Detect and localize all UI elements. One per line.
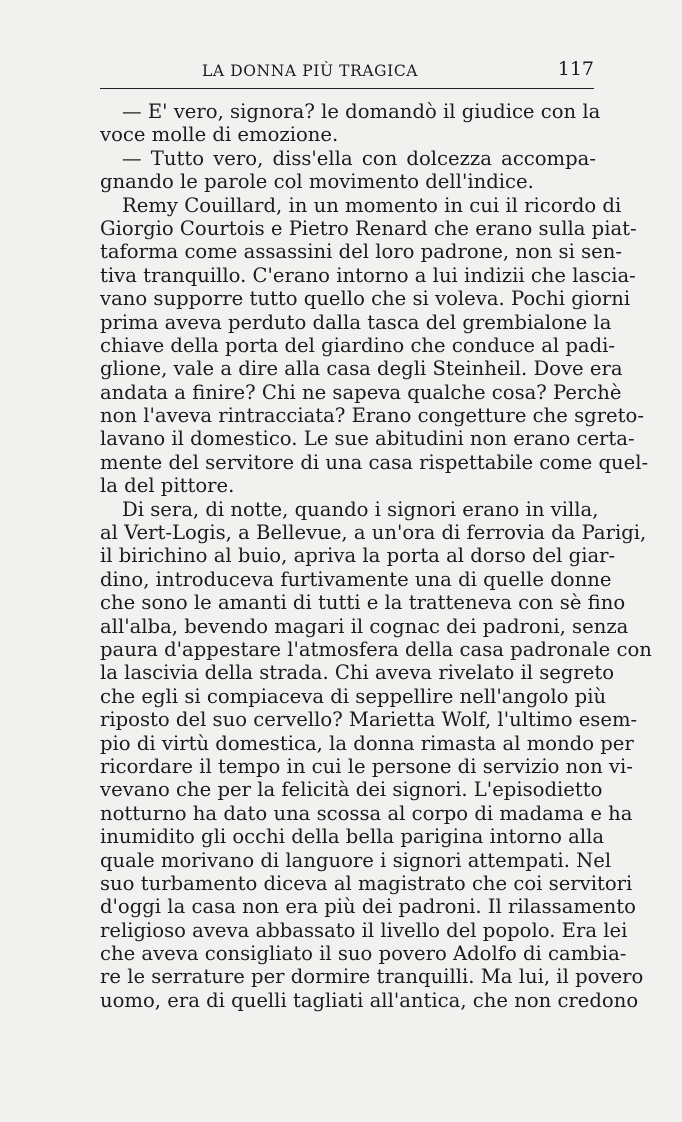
text-line: mente del servitore di una casa rispettabile come quel-	[100, 450, 649, 474]
text-line: notturno ha dato una scossa al corpo di madama e ha	[100, 801, 633, 825]
text-line: Remy Couillard, in un momento in cui il ricordo di	[122, 193, 622, 217]
text-line: — Tutto vero, diss'ella con dolcezza accompa-	[122, 146, 596, 170]
text-line: taforma come assassini del loro padrone, non si sen-	[100, 240, 622, 264]
text-line: andata a finire? Chi ne sapeva qualche cosa? Perchè	[100, 380, 622, 404]
text-line: paura d'appestare l'atmosfera della casa padronale con	[100, 637, 652, 661]
text-line: re le serrature per dormire tranquilli. Ma lui, il povero	[100, 965, 644, 989]
text-line: uomo, era di quelli tagliati all'antica, che non credono	[100, 988, 639, 1012]
text-line: tiva tranquillo. C'erano intorno a lui indizii che lascia-	[100, 263, 636, 287]
text-line: — E' vero, signora? le domandò il giudice con la	[122, 100, 601, 123]
text-line: all'alba, bevendo magari il cognac dei padroni, senza	[100, 614, 629, 638]
text-line: gnando le parole col movimento dell'indice.	[100, 170, 534, 194]
text-line: al Vert-Logis, a Bellevue, a un'ora di ferrovia da Parigi,	[100, 521, 647, 545]
text-line: d'oggi la casa non era più dei padroni. Il rilassamento	[100, 895, 636, 919]
header-rule	[100, 88, 594, 89]
text-line: che aveva consigliato il suo povero Adolfo di cambia-	[100, 942, 627, 966]
text-line: pio di virtù domestica, la donna rimasta al mondo per	[100, 731, 634, 755]
text-line: suo turbamento diceva al magistrato che coi servitori	[100, 871, 633, 895]
page-header	[100, 58, 598, 84]
text-line: riposto del suo cervello? Marietta Wolf, l'ultimo esem-	[100, 708, 638, 732]
text-line: voce molle di emozione.	[100, 123, 339, 147]
text-line: glione, vale a dire alla casa degli Steinheil. Dove era	[100, 357, 623, 381]
text-line: lavano il domestico. Le sue abitudini non erano certa-	[100, 427, 635, 451]
text-line: Giorgio Courtois e Pietro Renard che erano sulla piat-	[100, 216, 637, 240]
text-line: Di sera, di notte, quando i signori erano in villa,	[122, 497, 599, 521]
text-line: che sono le amanti di tutti e la tratteneva con sè fino	[100, 591, 626, 615]
text-line: vevano che per la felicità dei signori. L'episodietto	[100, 778, 603, 802]
text-line: inumidito gli occhi della bella parigina intorno alla	[100, 825, 605, 849]
text-line: dino, introduceva furtivamente una di quelle donne	[100, 567, 612, 591]
page-number: 117	[557, 58, 594, 80]
running-title: LA DONNA PIÙ TRAGICA	[202, 62, 419, 80]
text-line: quale morivano di languore i signori attempati. Nel	[100, 848, 612, 872]
body-text	[100, 100, 652, 1012]
text-line: la del pittore.	[100, 474, 235, 498]
text-line: il birichino al buio, apriva la porta al dorso del giar-	[100, 544, 616, 568]
text-line: religioso aveva abbassato il livello del popolo. Era lei	[100, 918, 628, 942]
text-line: chiave della porta del giardino che conduce al padi-	[100, 333, 616, 357]
text-line: prima aveva perduto dalla tasca del grembialone la	[100, 310, 612, 334]
text-line: vano supporre tutto quello che si voleva. Pochi giorni	[100, 287, 631, 311]
text-line: non l'aveva rintracciata? Erano congetture che sgreto-	[100, 404, 644, 428]
text-line: che egli si compiaceva di seppellire nell'angolo più	[100, 684, 607, 708]
text-line: ricordare il tempo in cui le persone di servizio non vi-	[100, 754, 633, 778]
text-line: la lascivia della strada. Chi aveva rivelato il segreto	[100, 661, 615, 685]
